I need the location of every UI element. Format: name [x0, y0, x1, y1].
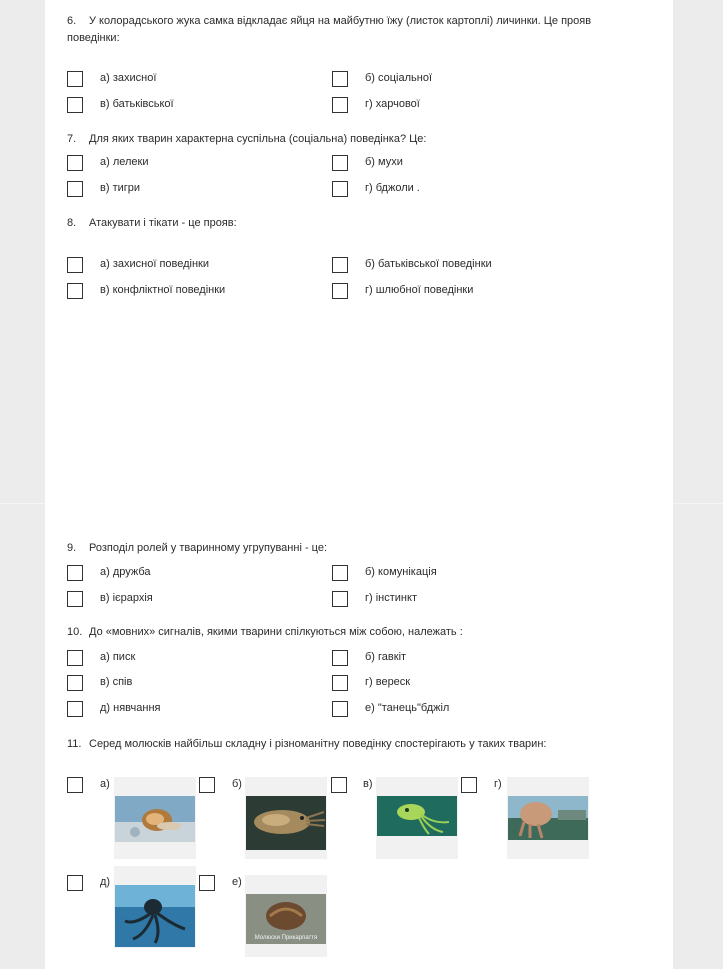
checkbox[interactable] — [332, 155, 348, 171]
image-snail — [114, 777, 196, 859]
checkbox[interactable] — [332, 283, 348, 299]
option-label: е) — [232, 876, 242, 888]
checkbox[interactable] — [199, 875, 215, 891]
option-label: б) комунікація — [365, 566, 437, 578]
question-number: 6. — [67, 15, 77, 27]
option-label: г) шлюбної поведінки — [365, 284, 474, 296]
image-squid — [376, 777, 458, 859]
question-text: Розподіл ролей у тваринному угрупуванні - це: — [89, 542, 328, 554]
checkbox[interactable] — [67, 875, 83, 891]
option-label: в) тигри — [100, 182, 141, 194]
checkbox[interactable] — [67, 650, 83, 666]
question-number: 7. — [67, 133, 77, 145]
question-11 — [67, 736, 627, 753]
option-label: в) конфліктної поведінки — [100, 284, 226, 296]
cuttlefish-photo — [246, 796, 326, 850]
question-text: До «мовних» сигналів, якими тварини спілкуються між собою, належать : — [89, 626, 463, 638]
checkbox[interactable] — [332, 257, 348, 273]
question-text: Для яких тварин характерна суспільна (соціальна) поведінка? Це: — [89, 133, 427, 145]
checkbox[interactable] — [67, 675, 83, 691]
option-label: б) мухи — [365, 156, 403, 168]
octopus-photo — [115, 885, 195, 947]
question-number: 9. — [67, 542, 77, 554]
option-label: г) інстинкт — [365, 592, 417, 604]
checkbox[interactable] — [67, 591, 83, 607]
worksheet-page-1 — [45, 0, 673, 503]
option-label: б) соціальної — [365, 72, 433, 84]
checkbox[interactable] — [199, 777, 215, 793]
checkbox[interactable] — [67, 701, 83, 717]
checkbox[interactable] — [67, 97, 83, 113]
question-6 — [67, 13, 627, 47]
checkbox[interactable] — [67, 283, 83, 299]
checkbox[interactable] — [332, 97, 348, 113]
option-label: е) "танець"бджіл — [365, 702, 450, 714]
option-label: в) спів — [100, 676, 133, 688]
option-label: г) бджоли . — [365, 182, 420, 194]
option-label: а) писк — [100, 651, 136, 663]
option-label: в) ієрархія — [100, 592, 153, 604]
scallop-photo — [246, 894, 326, 944]
checkbox[interactable] — [67, 155, 83, 171]
option-label: в) — [363, 778, 373, 790]
question-9 — [67, 540, 627, 557]
worksheet-page-2 — [45, 503, 673, 969]
checkbox[interactable] — [67, 71, 83, 87]
question-text: Серед молюсків найбільш складну і різноманітну поведінку спостерігають у таких тварин: — [89, 738, 547, 750]
checkbox[interactable] — [332, 71, 348, 87]
option-label: в) батьківської — [100, 98, 174, 110]
option-label: д) — [100, 876, 111, 888]
option-label: б) — [232, 778, 242, 790]
question-number: 11. — [67, 738, 82, 750]
image-scallop — [245, 875, 327, 957]
checkbox[interactable] — [461, 777, 477, 793]
snail-photo — [115, 796, 195, 842]
checkbox[interactable] — [332, 650, 348, 666]
option-label: а) — [100, 778, 110, 790]
option-label: г) — [494, 778, 502, 790]
option-label: б) гавкіт — [365, 651, 407, 663]
option-label: г) вереск — [365, 676, 411, 688]
mollusk-photo — [508, 796, 588, 840]
image-octopus — [114, 866, 196, 948]
checkbox[interactable] — [67, 181, 83, 197]
checkbox[interactable] — [331, 777, 347, 793]
option-label: д) нявчання — [100, 702, 161, 714]
option-label: б) батьківської поведінки — [365, 258, 492, 270]
image-cuttlefish — [245, 777, 327, 859]
option-label: а) захисної поведінки — [100, 258, 210, 270]
question-number: 8. — [67, 217, 77, 229]
option-label: а) дружба — [100, 566, 151, 578]
option-label: а) захисної — [100, 72, 157, 84]
option-label: а) лелеки — [100, 156, 149, 168]
image-octopus-on-rock — [507, 777, 589, 859]
question-7 — [67, 131, 627, 148]
checkbox[interactable] — [332, 181, 348, 197]
checkbox[interactable] — [67, 777, 83, 793]
checkbox[interactable] — [67, 257, 83, 273]
checkbox[interactable] — [332, 565, 348, 581]
question-number: 10. — [67, 626, 83, 638]
checkbox[interactable] — [332, 675, 348, 691]
checkbox[interactable] — [332, 701, 348, 717]
squid-photo — [377, 796, 457, 836]
checkbox[interactable] — [67, 565, 83, 581]
question-text: Атакувати і тікати - це прояв: — [89, 217, 237, 229]
option-label: г) харчової — [365, 98, 420, 110]
question-8 — [67, 215, 627, 232]
question-text: У колорадського жука самка відкладає яйця на майбутню їжу (листок картоплі) личинки. Це прояв поведінки: — [67, 15, 592, 44]
checkbox[interactable] — [332, 591, 348, 607]
photo-watermark: Молюски Прикарпаття — [254, 935, 318, 941]
question-10 — [67, 624, 627, 641]
